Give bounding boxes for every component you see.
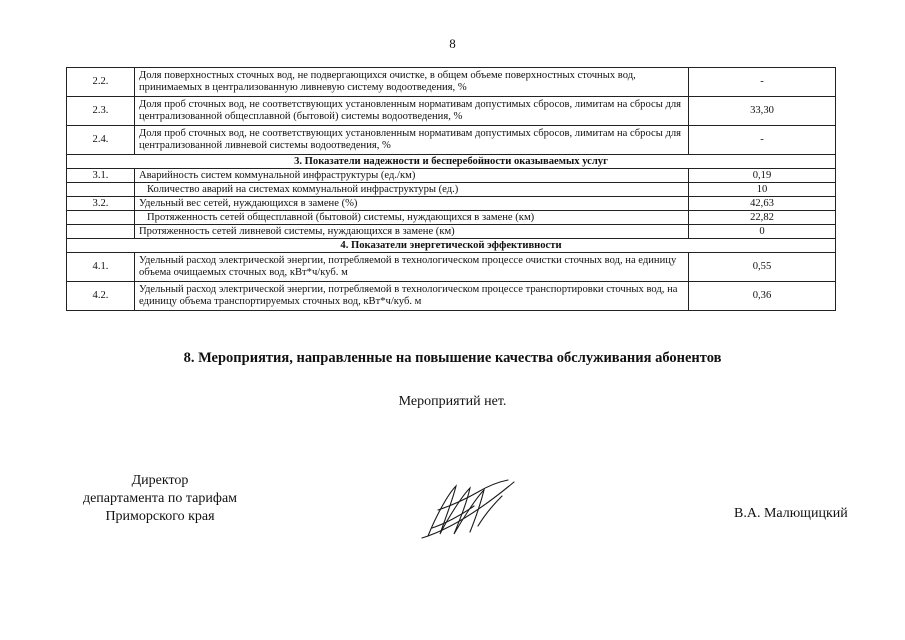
table-row <box>67 253 836 282</box>
row-description: Доля поверхностных сточных вод, не подвергающихся очистке, в общем объеме поверхностных сточных вод, принимаемых в централизованную ливневую систему водоотведения, % <box>135 68 689 97</box>
row-value: - <box>689 68 836 97</box>
section-header: 4. Показатели энергетической эффективности <box>67 239 836 253</box>
row-number: 2.4. <box>67 126 135 155</box>
signer-name: В.А. Малющицкий <box>734 506 848 521</box>
row-description: Количество аварий на системах коммунальной инфраструктуры (ед.) <box>135 183 689 197</box>
row-description: Доля проб сточных вод, не соответствующих установленным нормативам допустимых сбросов, лимитам на сбросы для централизованной общесплавной (бытовой) системы водоотведения, % <box>135 97 689 126</box>
row-description: Доля проб сточных вод, не соответствующих установленным нормативам допустимых сбросов, лимитам на сбросы для централизованной ливневой системы водоотведения, % <box>135 126 689 155</box>
row-number: 3.2. <box>67 197 135 211</box>
row-number: 2.3. <box>67 97 135 126</box>
indicators-table <box>66 67 836 311</box>
row-description: Аварийность систем коммунальной инфраструктуры (ед./км) <box>135 169 689 183</box>
row-description: Протяженность сетей общесплавной (бытовой) системы, нуждающихся в замене (км) <box>135 211 689 225</box>
row-number: 4.2. <box>67 282 135 311</box>
section-header-row <box>67 155 836 169</box>
signer-position-line: Директор <box>131 473 189 488</box>
table-row <box>67 211 836 225</box>
handwritten-signature <box>418 476 528 542</box>
row-value: 0,36 <box>689 282 836 311</box>
table-row <box>67 169 836 183</box>
section-header: 3. Показатели надежности и бесперебойности оказываемых услуг <box>67 155 836 169</box>
table-row <box>67 282 836 311</box>
table-row <box>67 97 836 126</box>
section-header-row <box>67 239 836 253</box>
row-description: Удельный вес сетей, нуждающихся в замене (%) <box>135 197 689 211</box>
signer-position-line: департамента по тарифам <box>82 491 238 506</box>
table-row <box>67 126 836 155</box>
row-description: Удельный расход электрической энергии, потребляемой в технологическом процессе очистки сточных вод, на единицу объема очищаемых сточных вод, кВт*ч/куб. м <box>135 253 689 282</box>
row-value: - <box>689 126 836 155</box>
row-number <box>67 183 135 197</box>
row-value: 0,55 <box>689 253 836 282</box>
row-value: 42,63 <box>689 197 836 211</box>
signer-position <box>60 472 260 526</box>
row-description: Протяженность сетей ливневой системы, нуждающихся в замене (км) <box>135 225 689 239</box>
row-value: 33,30 <box>689 97 836 126</box>
table-row <box>67 197 836 211</box>
row-value: 0,19 <box>689 169 836 183</box>
row-number <box>67 225 135 239</box>
section-8-title: 8. Мероприятия, направленные на повышение качества обслуживания абонентов <box>183 350 722 366</box>
row-number: 3.1. <box>67 169 135 183</box>
row-value: 22,82 <box>689 211 836 225</box>
table-row <box>67 225 836 239</box>
row-description: Удельный расход электрической энергии, потребляемой в технологическом процессе транспортировки сточных вод, на единицу объема транспортируемых сточных вод, кВт*ч/куб. м <box>135 282 689 311</box>
row-value: 0 <box>689 225 836 239</box>
row-number: 2.2. <box>67 68 135 97</box>
table-row <box>67 183 836 197</box>
indicators-table-body <box>67 68 836 311</box>
signer-position-line: Приморского края <box>105 509 215 524</box>
row-value: 10 <box>689 183 836 197</box>
no-measures-text: Мероприятий нет. <box>398 394 507 409</box>
page-number: 8 <box>449 36 456 51</box>
row-number <box>67 211 135 225</box>
row-number: 4.1. <box>67 253 135 282</box>
table-row <box>67 68 836 97</box>
